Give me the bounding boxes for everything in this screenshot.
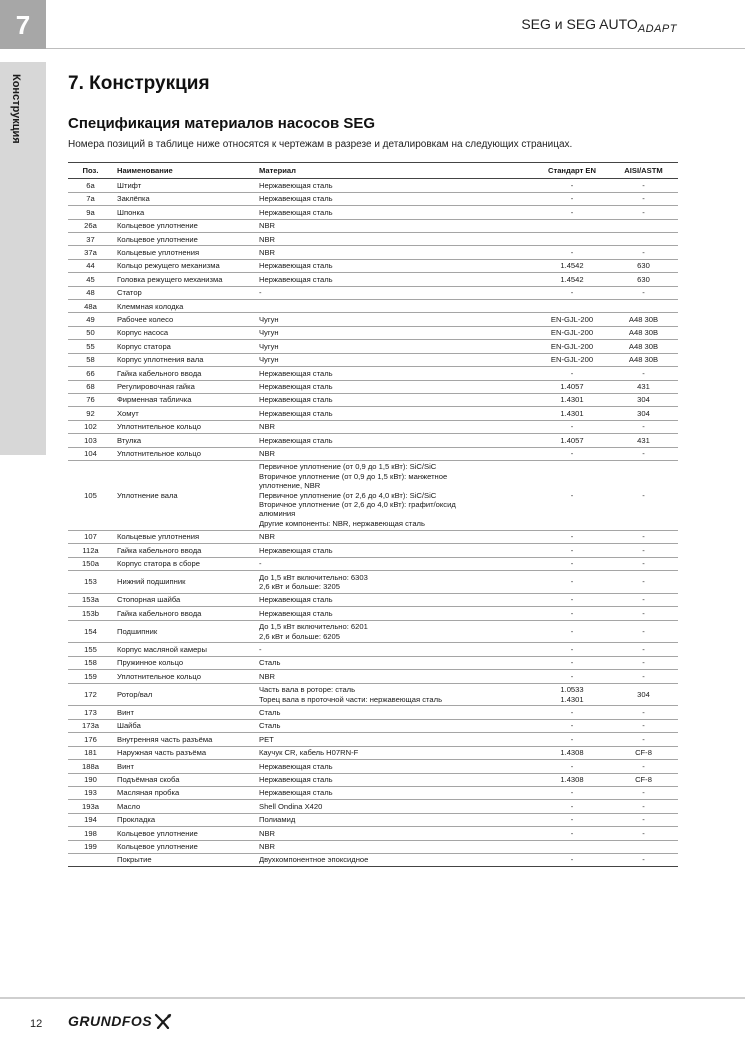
- cell-material: Нержавеющая сталь: [255, 393, 535, 406]
- cell-aisi: 630: [609, 273, 678, 286]
- cell-en: 1.4308: [535, 746, 609, 759]
- column-header-pos: Поз.: [68, 163, 113, 179]
- cell-en: 1.4301: [535, 393, 609, 406]
- cell-material: NBR: [255, 530, 535, 543]
- cell-material: -: [255, 643, 535, 656]
- cell-pos: 55: [68, 340, 113, 353]
- cell-name: Уплотнительное кольцо: [113, 447, 255, 460]
- cell-pos: 6a: [68, 179, 113, 192]
- cell-name: Кольцевые уплотнения: [113, 530, 255, 543]
- cell-aisi: -: [609, 853, 678, 866]
- cell-en: -: [535, 760, 609, 773]
- cell-aisi: -: [609, 557, 678, 570]
- table-row: [68, 670, 678, 683]
- cell-pos: 105: [68, 460, 113, 530]
- cell-en: -: [535, 530, 609, 543]
- cell-name: Уплотнительное кольцо: [113, 420, 255, 433]
- cell-aisi: A48 30B: [609, 313, 678, 326]
- table-row: [68, 719, 678, 732]
- cell-aisi: [609, 219, 678, 232]
- intro-paragraph: Номера позиций в таблице ниже относятся к чертежам в разрезе и деталировкам на следующих страницах.: [68, 139, 573, 150]
- table-row: [68, 233, 678, 246]
- cell-en: -: [535, 593, 609, 606]
- cell-aisi: 630: [609, 259, 678, 272]
- cell-material: До 1,5 кВт включительно: 6201 2,6 кВт и больше: 6205: [255, 620, 535, 643]
- cell-aisi: -: [609, 192, 678, 205]
- table-row: [68, 683, 678, 706]
- cell-pos: [68, 853, 113, 866]
- cell-en: -: [535, 544, 609, 557]
- table-header-row: [68, 163, 678, 179]
- cell-name: Уплотнительное кольцо: [113, 670, 255, 683]
- cell-en: -: [535, 286, 609, 299]
- cell-en: -: [535, 800, 609, 813]
- cell-en: -: [535, 670, 609, 683]
- cell-pos: 92: [68, 407, 113, 420]
- cell-aisi: 304: [609, 393, 678, 406]
- cell-material: NBR: [255, 246, 535, 259]
- table-row: [68, 607, 678, 620]
- cell-pos: 155: [68, 643, 113, 656]
- cell-material: Нержавеющая сталь: [255, 607, 535, 620]
- cell-pos: 154: [68, 620, 113, 643]
- table-row: [68, 353, 678, 366]
- cell-material: Нержавеющая сталь: [255, 407, 535, 420]
- cell-aisi: -: [609, 544, 678, 557]
- cell-en: [535, 219, 609, 232]
- cell-en: 1.4057: [535, 380, 609, 393]
- cell-pos: 181: [68, 746, 113, 759]
- side-section-tab: [0, 62, 46, 455]
- cell-pos: 45: [68, 273, 113, 286]
- cell-material: До 1,5 кВт включительно: 6303 2,6 кВт и больше: 3205: [255, 571, 535, 594]
- cell-pos: 194: [68, 813, 113, 826]
- cell-pos: 176: [68, 733, 113, 746]
- page-title: 7. Конструкция: [68, 73, 210, 94]
- cell-en: EN-GJL-200: [535, 313, 609, 326]
- cell-aisi: A48 30B: [609, 340, 678, 353]
- table-row: [68, 656, 678, 669]
- cell-name: Корпус уплотнения вала: [113, 353, 255, 366]
- cell-aisi: -: [609, 571, 678, 594]
- cell-en: -: [535, 827, 609, 840]
- cell-en: -: [535, 706, 609, 719]
- cell-material: Сталь: [255, 706, 535, 719]
- cell-name: Гайка кабельного ввода: [113, 607, 255, 620]
- cell-name: Прокладка: [113, 813, 255, 826]
- cell-name: Наружная часть разъёма: [113, 746, 255, 759]
- cell-en: -: [535, 246, 609, 259]
- table-row: [68, 733, 678, 746]
- cell-en: -: [535, 367, 609, 380]
- cell-material: Нержавеющая сталь: [255, 206, 535, 219]
- table-row: [68, 273, 678, 286]
- cell-aisi: -: [609, 593, 678, 606]
- cell-aisi: -: [609, 246, 678, 259]
- table-body: [68, 179, 678, 867]
- table-row: [68, 544, 678, 557]
- table-row: [68, 420, 678, 433]
- cell-material: Двухкомпонентное эпоксидное: [255, 853, 535, 866]
- cell-en: -: [535, 786, 609, 799]
- cell-name: Внутренняя часть разъёма: [113, 733, 255, 746]
- table-row: [68, 800, 678, 813]
- cell-material: Чугун: [255, 326, 535, 339]
- table-row: [68, 246, 678, 259]
- column-header-name: Наименование: [113, 163, 255, 179]
- cell-aisi: CF-8: [609, 773, 678, 786]
- cell-material: Нержавеющая сталь: [255, 273, 535, 286]
- cell-name: Стопорная шайба: [113, 593, 255, 606]
- cell-pos: 7a: [68, 192, 113, 205]
- cell-pos: 9a: [68, 206, 113, 219]
- cell-name: Клеммная колодка: [113, 300, 255, 313]
- cell-en: -: [535, 192, 609, 205]
- cell-pos: 48: [68, 286, 113, 299]
- cell-pos: 158: [68, 656, 113, 669]
- cell-aisi: CF-8: [609, 746, 678, 759]
- table-row: [68, 746, 678, 759]
- cell-aisi: -: [609, 367, 678, 380]
- column-header-aisi: AISI/ASTM: [609, 163, 678, 179]
- cell-en: -: [535, 813, 609, 826]
- table-row: [68, 313, 678, 326]
- cell-aisi: -: [609, 620, 678, 643]
- document-title-main: SEG и SEG AUTO: [521, 16, 638, 32]
- cell-pos: 68: [68, 380, 113, 393]
- cell-name: Ротор/вал: [113, 683, 255, 706]
- cell-material: Нержавеющая сталь: [255, 380, 535, 393]
- cell-name: Кольцевое уплотнение: [113, 233, 255, 246]
- cell-material: Нержавеющая сталь: [255, 773, 535, 786]
- cell-en: -: [535, 719, 609, 732]
- cell-material: Нержавеющая сталь: [255, 544, 535, 557]
- cell-pos: 159: [68, 670, 113, 683]
- table-row: [68, 300, 678, 313]
- cell-name: Пружинное кольцо: [113, 656, 255, 669]
- cell-en: -: [535, 620, 609, 643]
- cell-pos: 58: [68, 353, 113, 366]
- cell-en: EN-GJL-200: [535, 340, 609, 353]
- chapter-tab: [0, 0, 46, 49]
- cell-material: PET: [255, 733, 535, 746]
- cell-name: Регулировочная гайка: [113, 380, 255, 393]
- table-row: [68, 530, 678, 543]
- cell-name: Корпус статора: [113, 340, 255, 353]
- cell-name: Гайка кабельного ввода: [113, 367, 255, 380]
- cell-aisi: [609, 840, 678, 853]
- cell-name: Гайка кабельного ввода: [113, 544, 255, 557]
- cell-pos: 44: [68, 259, 113, 272]
- table-row: [68, 557, 678, 570]
- document-title-sub: ADAPT: [637, 23, 677, 35]
- cell-en: -: [535, 853, 609, 866]
- cell-aisi: 431: [609, 380, 678, 393]
- cell-pos: 103: [68, 434, 113, 447]
- cell-aisi: 431: [609, 434, 678, 447]
- cell-material: NBR: [255, 219, 535, 232]
- cell-name: Корпус масляной камеры: [113, 643, 255, 656]
- cell-pos: 193a: [68, 800, 113, 813]
- table-row: [68, 219, 678, 232]
- cell-en: -: [535, 656, 609, 669]
- cell-pos: 193: [68, 786, 113, 799]
- table-row: [68, 367, 678, 380]
- table-row: [68, 447, 678, 460]
- cell-aisi: -: [609, 786, 678, 799]
- cell-pos: 102: [68, 420, 113, 433]
- cell-pos: 153a: [68, 593, 113, 606]
- cell-aisi: -: [609, 286, 678, 299]
- cell-en: -: [535, 607, 609, 620]
- page-number: 12: [30, 1018, 43, 1030]
- cell-aisi: -: [609, 670, 678, 683]
- cell-aisi: -: [609, 813, 678, 826]
- cell-en: -: [535, 733, 609, 746]
- cell-name: Корпус насоса: [113, 326, 255, 339]
- cell-name: Подъёмная скоба: [113, 773, 255, 786]
- cell-name: Кольцо режущего механизма: [113, 259, 255, 272]
- cell-aisi: A48 30B: [609, 326, 678, 339]
- table-row: [68, 434, 678, 447]
- cell-name: Рабочее колесо: [113, 313, 255, 326]
- cell-aisi: -: [609, 447, 678, 460]
- section-title: Спецификация материалов насосов SEG: [68, 115, 376, 132]
- cell-material: Нержавеющая сталь: [255, 367, 535, 380]
- header-rule: [46, 48, 745, 49]
- cell-name: Кольцевые уплотнения: [113, 246, 255, 259]
- cell-material: NBR: [255, 827, 535, 840]
- cell-en: -: [535, 571, 609, 594]
- cell-en: 1.4301: [535, 407, 609, 420]
- cell-aisi: 304: [609, 683, 678, 706]
- logo-wordmark: GRUNDFOS: [68, 1013, 153, 1029]
- document-title: [521, 16, 677, 35]
- cell-material: Часть вала в роторе: сталь Торец вала в проточной части: нержавеющая сталь: [255, 683, 535, 706]
- cell-en: -: [535, 420, 609, 433]
- table-row: [68, 393, 678, 406]
- cell-material: [255, 300, 535, 313]
- cell-name: Винт: [113, 760, 255, 773]
- grundfos-logo: [68, 1013, 172, 1029]
- table-row: [68, 827, 678, 840]
- cell-en: 1.4057: [535, 434, 609, 447]
- cell-en: -: [535, 179, 609, 192]
- cell-name: Фирменная табличка: [113, 393, 255, 406]
- materials-table: [68, 162, 678, 867]
- cell-pos: 150a: [68, 557, 113, 570]
- cell-material: NBR: [255, 840, 535, 853]
- cell-pos: 188a: [68, 760, 113, 773]
- cell-pos: 172: [68, 683, 113, 706]
- cell-material: NBR: [255, 233, 535, 246]
- cell-name: Масляная пробка: [113, 786, 255, 799]
- cell-material: Нержавеющая сталь: [255, 434, 535, 447]
- table-row: [68, 620, 678, 643]
- cell-name: Заклёпка: [113, 192, 255, 205]
- table-row: [68, 407, 678, 420]
- cell-material: Чугун: [255, 353, 535, 366]
- table-row: [68, 460, 678, 530]
- cell-name: Штифт: [113, 179, 255, 192]
- cell-aisi: -: [609, 656, 678, 669]
- table-row: [68, 286, 678, 299]
- cell-aisi: -: [609, 460, 678, 530]
- cell-en: -: [535, 447, 609, 460]
- cell-name: Кольцевое уплотнение: [113, 827, 255, 840]
- cell-material: Сталь: [255, 656, 535, 669]
- cell-pos: 153: [68, 571, 113, 594]
- cell-aisi: 304: [609, 407, 678, 420]
- table-row: [68, 340, 678, 353]
- table-row: [68, 706, 678, 719]
- cell-en: [535, 840, 609, 853]
- cell-pos: 37a: [68, 246, 113, 259]
- cell-en: -: [535, 206, 609, 219]
- cell-pos: 76: [68, 393, 113, 406]
- cell-name: Уплотнение вала: [113, 460, 255, 530]
- cell-material: -: [255, 557, 535, 570]
- cell-name: Шайба: [113, 719, 255, 732]
- cell-name: Нижний подшипник: [113, 571, 255, 594]
- cell-aisi: A48 30B: [609, 353, 678, 366]
- cell-pos: 49: [68, 313, 113, 326]
- cell-en: [535, 233, 609, 246]
- cell-aisi: -: [609, 706, 678, 719]
- table-row: [68, 840, 678, 853]
- cell-material: Нержавеющая сталь: [255, 593, 535, 606]
- cell-aisi: -: [609, 719, 678, 732]
- cell-pos: 37: [68, 233, 113, 246]
- table-row: [68, 259, 678, 272]
- cell-en: 1.0533 1.4301: [535, 683, 609, 706]
- cell-material: Сталь: [255, 719, 535, 732]
- column-header-material: Материал: [255, 163, 535, 179]
- cell-pos: 104: [68, 447, 113, 460]
- table-row: [68, 593, 678, 606]
- cell-material: NBR: [255, 420, 535, 433]
- cell-material: Нержавеющая сталь: [255, 259, 535, 272]
- cell-name: Корпус статора в сборе: [113, 557, 255, 570]
- cell-material: Shell Ondina X420: [255, 800, 535, 813]
- cell-en: [535, 300, 609, 313]
- cell-aisi: -: [609, 643, 678, 656]
- cell-en: -: [535, 460, 609, 530]
- cell-aisi: -: [609, 530, 678, 543]
- cell-aisi: -: [609, 420, 678, 433]
- cell-pos: 26a: [68, 219, 113, 232]
- cell-material: Нержавеющая сталь: [255, 760, 535, 773]
- cell-name: Винт: [113, 706, 255, 719]
- cell-name: Кольцевое уплотнение: [113, 840, 255, 853]
- cell-material: Полиамид: [255, 813, 535, 826]
- cell-aisi: -: [609, 800, 678, 813]
- cell-name: Покрытие: [113, 853, 255, 866]
- table-row: [68, 192, 678, 205]
- cell-material: -: [255, 286, 535, 299]
- cell-name: Головка режущего механизма: [113, 273, 255, 286]
- cell-en: 1.4542: [535, 273, 609, 286]
- cell-aisi: -: [609, 827, 678, 840]
- cell-material: Нержавеющая сталь: [255, 786, 535, 799]
- table-row: [68, 380, 678, 393]
- cell-material: Чугун: [255, 313, 535, 326]
- cell-material: Чугун: [255, 340, 535, 353]
- cell-material: Нержавеющая сталь: [255, 192, 535, 205]
- cell-en: 1.4308: [535, 773, 609, 786]
- cell-name: Масло: [113, 800, 255, 813]
- chapter-number: 7: [15, 10, 31, 40]
- cell-pos: 107: [68, 530, 113, 543]
- cell-aisi: [609, 300, 678, 313]
- cell-pos: 48a: [68, 300, 113, 313]
- cell-material: Каучук CR, кабель H07RN-F: [255, 746, 535, 759]
- cell-pos: 50: [68, 326, 113, 339]
- side-section-label: Конструкция: [10, 74, 22, 144]
- footer-rule: [0, 997, 745, 999]
- cell-pos: 173a: [68, 719, 113, 732]
- table-row: [68, 206, 678, 219]
- cell-pos: 112a: [68, 544, 113, 557]
- table-row: [68, 760, 678, 773]
- cell-en: -: [535, 643, 609, 656]
- cell-pos: 198: [68, 827, 113, 840]
- cell-name: Статор: [113, 286, 255, 299]
- cell-en: EN-GJL-200: [535, 353, 609, 366]
- cell-aisi: -: [609, 179, 678, 192]
- cell-pos: 66: [68, 367, 113, 380]
- cell-aisi: -: [609, 733, 678, 746]
- table-row: [68, 326, 678, 339]
- cell-aisi: -: [609, 206, 678, 219]
- table-row: [68, 179, 678, 192]
- cell-name: Подшипник: [113, 620, 255, 643]
- cell-pos: 153b: [68, 607, 113, 620]
- table-row: [68, 773, 678, 786]
- cell-en: EN-GJL-200: [535, 326, 609, 339]
- cell-name: Хомут: [113, 407, 255, 420]
- cell-aisi: -: [609, 760, 678, 773]
- cell-material: Нержавеющая сталь: [255, 179, 535, 192]
- table-row: [68, 786, 678, 799]
- cell-material: NBR: [255, 447, 535, 460]
- cell-name: Шпонка: [113, 206, 255, 219]
- cell-material: NBR: [255, 670, 535, 683]
- table-row: [68, 643, 678, 656]
- column-header-en: Стандарт EN: [535, 163, 609, 179]
- cell-name: Кольцевое уплотнение: [113, 219, 255, 232]
- cell-en: 1.4542: [535, 259, 609, 272]
- cell-aisi: [609, 233, 678, 246]
- cell-aisi: -: [609, 607, 678, 620]
- cell-material: Первичное уплотнение (от 0,9 до 1,5 кВт): SiC/SiC Вторичное уплотнение (от 0,9 до 1,5 кВт): манжетное уплотнение, NBR Первичное уплотнение (от 2,6 до 4,0 кВт): SiC/SiC Вторичное уплотнение (от 2,6 до 4,0 кВт): графит/оксид алюминия Другие компоненты: NBR, нержавеющая сталь: [255, 460, 535, 530]
- table-row: [68, 813, 678, 826]
- cell-pos: 199: [68, 840, 113, 853]
- table-row: [68, 571, 678, 594]
- cell-name: Втулка: [113, 434, 255, 447]
- cell-pos: 173: [68, 706, 113, 719]
- table-row: [68, 853, 678, 866]
- cell-pos: 190: [68, 773, 113, 786]
- grundfos-man-icon: [154, 1013, 172, 1029]
- cell-en: -: [535, 557, 609, 570]
